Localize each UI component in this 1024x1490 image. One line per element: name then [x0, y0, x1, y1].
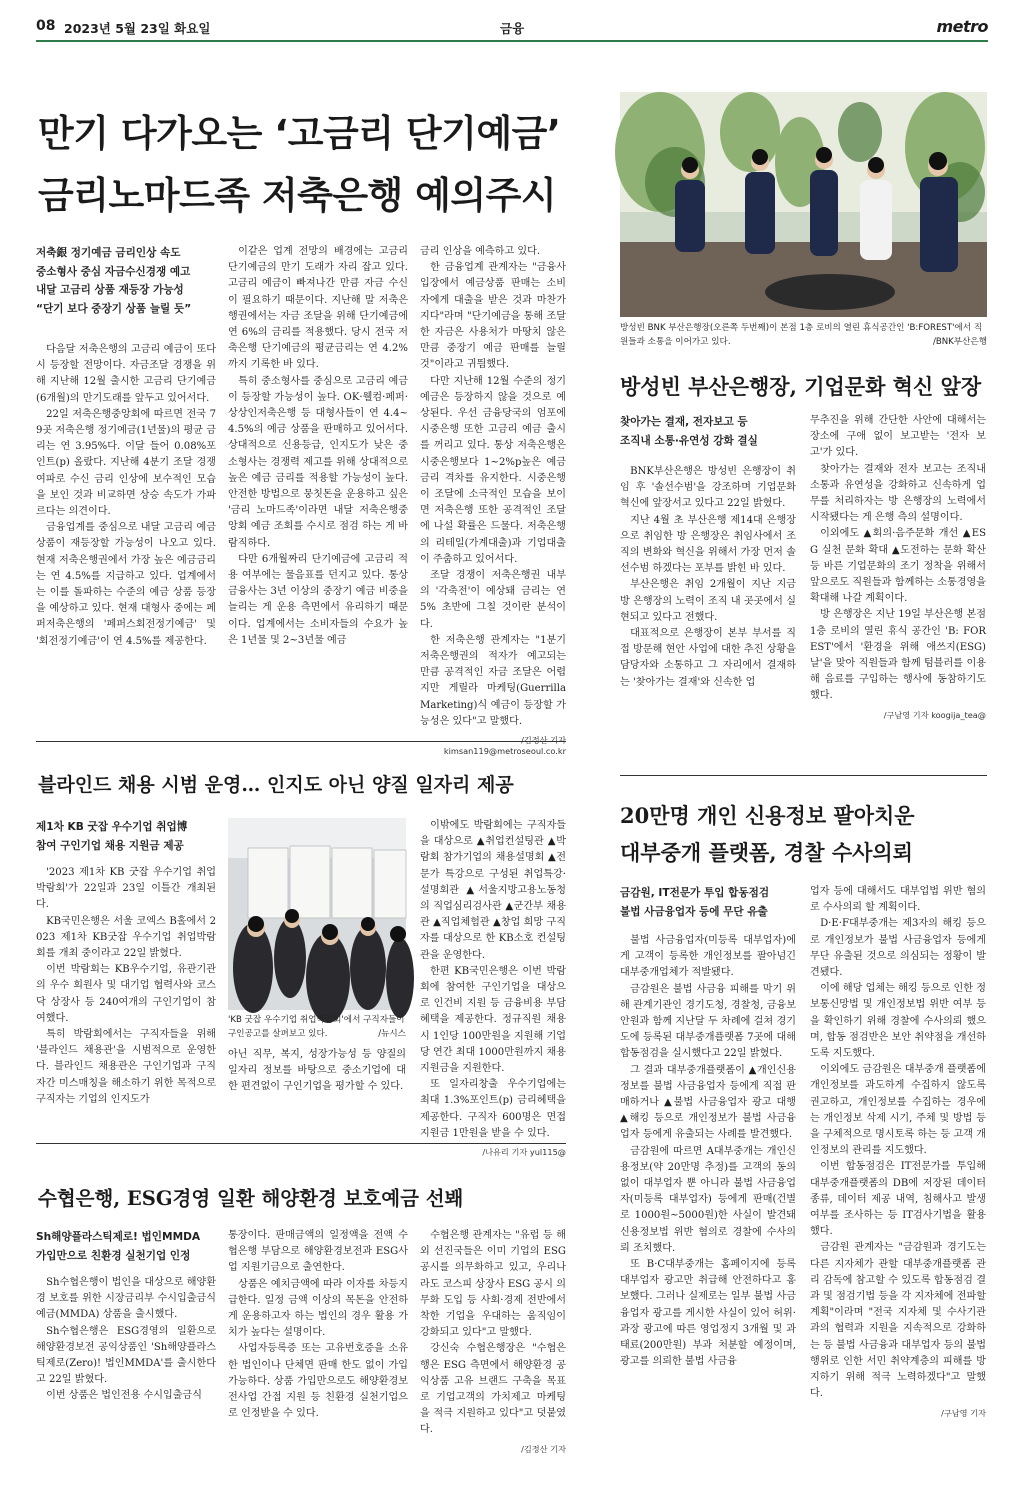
paragraph: 지난 4월 초 부산은행 제14대 은행장으로 취임한 방 은행장은 취임사에서 조직의 변화와 혁신을 위해서 가장 먼저 솔선수범 하겠다는 포부를 밝힌 바 있다.: [620, 514, 796, 575]
metro-logo: metro: [936, 17, 988, 36]
a1-bottom-rule: [36, 741, 566, 742]
a2-column-1: [620, 413, 796, 773]
paragraph: 한편 KB국민은행은 이번 박람회에 참여한 구인기업을 대상으로 인건비 지원 등 금융비용 부담혜택을 제공한다. 정규직원 채용시 1인당 100만원을 지원해 기업당 연간 최대 1000만원까지 채용지원금을 지원한다.: [420, 965, 566, 1075]
paragraph: 아닌 직무, 복지, 성장가능성 등 양질의 일자리 정보를 바탕으로 중소기업에 대한 편견없이 구인기업을 평가할 수 있다.: [228, 1049, 406, 1093]
paragraph: 무추진을 위해 간단한 사안에 대해서는 장소에 구애 없이 보고받는 '전자 보고'가 있다.: [810, 415, 986, 459]
a2-subhead: 조직내 소통·유연성 강화 결실: [620, 434, 758, 447]
a3-column-3: [420, 818, 566, 1158]
a1-title-line2: 금리노마드족 저축은행 예의주시: [38, 174, 557, 217]
paragraph: '2023 제1차 KB 굿잡 우수기업 취업박람회'가 22일과 23일 이틀간 개최된다.: [36, 867, 216, 911]
a2-title: 방성빈 부산은행장, 기업문화 혁신 앞장: [620, 374, 982, 399]
a1-subheads: [36, 244, 216, 318]
paragraph: 특히 중소형사를 중심으로 고금리 예금이 등장할 가능성이 높다. OK·웰컴·페퍼·상상인저축은행 등 대형사들이 연 4.4~4.5%의 예금 상품을 판매하고 있어서다. 상대적으로 신용등급, 인지도가 낮은 중소형사는 경쟁력 제고를 위해 상대적으로 높은 예금 금리를 적용할 가능성이 높다. 안전한 방법으로 뭉칫돈을 운용하고 싶은 '금리 노마드족'이라면 내달 저축은행중앙회 예금 조회를 수시로 점검 하는 게 바람직하다.: [228, 375, 408, 549]
paragraph: BNK부산은행은 방성빈 은행장이 취임 후 '솔선수범'을 강조하며 기업문화 혁신에 앞장서고 있다고 22일 밝혔다.: [620, 466, 796, 510]
header-rule: [36, 40, 988, 42]
paragraph: 이같은 업계 전망의 배경에는 고금리 단기예금의 만기 도래가 자리 잡고 있다. 고금리 예금이 빠져나간 만큼 자금 수신이 필요하기 때문이다. 지난해 말 저축은행권에서는 자금 조달을 위해 단기예금에 연 6%의 금리를 적용했다. 당시 전국 저축은행 단기예금의 평균금리는 연 4.2%까지 기록한 바 있다.: [228, 246, 408, 371]
a1-subhead: 저축銀 정기예금 금리인상 속도: [36, 247, 181, 259]
paragraph: 22일 저축은행중앙회에 따르면 전국 79곳 저축은행 정기예금(1년물)의 평균 금리는 연 3.95%다. 이달 들어 0.08%포인트(p) 올랐다. 지난해 4분기 조달 경쟁 여파로 수신 금리 인상에 보수적인 모습을 보인 것과 비교하면 상승 속도가 가파르다는 의견이다.: [36, 408, 216, 518]
paragraph: 금감원은 불법 사금융 피해를 막기 위해 관계기관인 경기도청, 경찰청, 금융보안원과 함께 지난달 두 차례에 걸쳐 경기도에 등록된 대부중개플랫폼 7곳에 대해 합동점검을 실시했다고 22일 밝혔다.: [620, 983, 796, 1060]
paragraph: 금감원 관계자는 "금감원과 경기도는 다른 지자체가 관할 대부중개플랫폼 관리 감독에 참고할 수 있도록 합동점검 결과 및 점검기법 등을 각 지자체에 전파할 계획"이라며 "전국 지자체 및 수사기관과의 협력과 지원을 지속적으로 강화하는 등 불법 사금융과 대부업자 등의 불법행위로 인한 서민 취약계층의 피해를 방지하기 위해 적극 노력하겠다"고 말했다.: [810, 1242, 986, 1400]
a5-subheads: [36, 1228, 216, 1265]
a2-photo: [620, 92, 987, 317]
photo-credit: /뉴시스: [378, 1028, 406, 1039]
a2-byline: /구남영 기자 koogija_tea@: [883, 709, 986, 720]
paragraph: 다만 지난해 12월 수준의 정기 예금은 등장하지 않을 것으로 예상된다. 우선 금융당국의 엄포에 시중은행 또한 고금리 예금 출시를 꺼리고 있다. 통상 저축은행은 시중은행보다 1~2%p높은 예금 금리 격차를 유지한다. 시중은행이 조달에 소극적인 모습을 보이면 저축은행 또한 공격적인 조달에 나설 확률은 드물다. 저축은행의 리테일(가계대출)과 기업대출이 주춤하고 있어서다.: [420, 375, 566, 565]
a2-subheads: [620, 413, 796, 450]
paragraph: 금리 인상을 예측하고 있다.: [420, 246, 541, 257]
paragraph: 찾아가는 결재와 전자 보고는 조직내 소통과 유연성을 강화하고 신속하게 업무를 처리하자는 방 은행장의 노력에서 시작됐다는 게 은행 측의 설명이다.: [810, 463, 986, 524]
paragraph: 방 은행장은 지난 19일 부산은행 본점 1층 로비의 열린 휴식 공간인 'B: FOREST'에서 '환경을 위해 애쓰지(ESG) 날'을 맞아 직원들과 함께 텀블러를 이용해 음료를 구입하는 행사에 동참하기도 했다.: [810, 609, 986, 702]
a4-byline: /구남영 기자: [941, 1407, 986, 1418]
section-name: 금융: [500, 21, 525, 36]
paragraph: 대표적으로 은행장이 본부 부서를 직접 방문해 현안 사업에 대한 추진 상황을 담당자와 소통하고 그 자리에서 결재하는 '찾아가는 결재'와 신속한 업: [620, 628, 796, 688]
a3-bottom-rule: [36, 1143, 566, 1144]
a4-column-1: [620, 884, 796, 1454]
a3-subhead: 참여 구인기업 채용 지원금 제공: [36, 839, 184, 852]
a5-subhead: 가입만으로 친환경 실천기업 인정: [36, 1249, 191, 1262]
a1-subhead: 중소형사 중심 자금수신경쟁 예고: [36, 265, 191, 278]
paragraph: 다음달 저축은행의 고금리 예금이 또다시 등장할 전망이다. 자금조달 경쟁을 위해 지난해 12월 출시한 고금리 단기예금(6개월)의 만기도래를 앞두고 있어서다.: [36, 344, 216, 404]
a4-title-line1: 20만명 개인 신용정보 팔아치운: [620, 803, 915, 828]
a5-column-1: [36, 1228, 216, 1458]
issue-date: 2023년 5월 23일 화요일: [64, 21, 211, 36]
paragraph: KB국민은행은 서울 코엑스 B홀에서 2023 제1차 KB굿잡 우수기업 취업박람회를 개최 중이라고 22일 밝혔다.: [36, 915, 216, 960]
a1-column-2: [228, 244, 408, 714]
paragraph: 한 저축은행 관계자는 "1분기 저축은행권의 적자가 예고되는 만큼 공격적인 자금 조달은 어렵지만 게릴라 마케팅(Guerrilla Marketing)식 예금이 등장할 가능성은 있다"고 말했다.: [420, 634, 566, 727]
paragraph: 금감원에 따르면 A대부중개는 개인신용정보(약 20만명 추정)를 고객의 동의 없이 대부업자 뿐 아니라 불법 사금융업자(미등록 대부업자) 등에게 판매(건별로 1000원~5000원)한 사실이 발견돼 신용정보법 위반 혐의로 경찰에 수사의뢰 조치했다.: [620, 1145, 796, 1254]
a5-title: 수협은행, ESG경영 일환 해양환경 보호예금 선봬: [38, 1187, 464, 1210]
a4-subhead: 금감원, IT전문가 투입 합동점검: [620, 887, 770, 899]
a5-column-3: [420, 1228, 566, 1458]
paragraph: 강신숙 수협은행장은 "수협은행은 ESG 측면에서 해양환경 공익상품 고유 브랜드 구축을 목표로 기업고객의 가치제고 마케팅을 적극 지원하고 있다"고 덧붙였다.: [420, 1343, 566, 1436]
a5-subhead: Sh해양플라스틱제로! 법인MMDA: [36, 1231, 201, 1243]
a1-column-1: [36, 244, 216, 714]
paragraph: 이에 해당 업체는 해킹 등으로 인한 정보통신망법 및 개인정보법 위반 여부 등을 확인하기 위해 경찰에 수사의뢰 했으며, 합동 점검반은 보안 취약점을 개선하도록 지도했다.: [810, 983, 986, 1060]
paragraph: 또 B·C대부중개는 홈페이지에 등록 대부업자 광고만 취급해 안전하다고 홍보했다. 그러나 실제로는 일부 불법 사금융업자 광고를 게시한 사실이 있어 허위·과장 광고에 따른 영업정지 3개월 및 과태료(200만원) 부과 처분할 예정이며, 광고를 의뢰한 불법 사금융: [620, 1259, 796, 1368]
paragraph: 이번 상품은 법인전용 수시입출금식: [46, 1390, 202, 1402]
paragraph: 이번 합동점검은 IT전문가를 투입해 대부중개플랫폼의 DB에 저장된 데이터 종류, 데이터 제공 내역, 침해사고 발생여부를 조사하는 등 IT검사기법을 활용했다.: [810, 1161, 986, 1238]
paragraph: 상품은 예치금액에 따라 이자를 차등지급한다. 일정 금액 이상의 목돈을 안전하게 운용하고자 하는 법인의 경우 활용 가치가 높다는 설명이다.: [228, 1278, 408, 1339]
photo-credit: /BNK부산은행: [932, 336, 987, 347]
paragraph: 이밖에도 박람회에는 구직자들을 대상으로 ▲취업컨설팅관 ▲박람회 참가기업의 채용설명회 ▲전문가 특강으로 구성된 취업특강·설명회관 ▲서울지방고용노동청의 직업심리검사관 ▲군간부 채용관 ▲직업체험관 ▲창업 희망 구직자를 대상으로 한 KB소호 컨설팅관을 운영한다.: [420, 820, 566, 961]
a4-column-2: [810, 884, 986, 1454]
a1-byline: kimsan119@metroseoul.co.kr: [443, 746, 566, 757]
paragraph: 사업자등록증 또는 고유번호증을 소유한 법인이나 단체면 판매 한도 없이 가입 가능하다. 상품 가입만으로도 해양환경보전사업 간접 지원 등 친환경 실천기업으로 인정받을 수 있다.: [228, 1343, 408, 1420]
a2-bottom-rule: [620, 775, 987, 776]
a3-byline: /나유리 기자 yul115@: [482, 1147, 566, 1158]
paragraph: 금융업계를 중심으로 내달 고금리 예금 상품이 재등장할 가능성이 나오고 있다. 현재 저축은행권에서 가장 높은 예금금리는 연 4.5%를 지급하고 있다. 업계에서는 이를 돌파하는 수준의 예금 상품 등장을 예상하고 있다. 현재 대형사 중에는 페퍼저축은행의 '페퍼스회전정기예금' 및 '회전정기예금'이 연 4.5%를 제공한다.: [36, 522, 216, 647]
caption-text: 'KB 굿잡 우수기업 취업박람회'에서 구직자들이 구인공고를 살펴보고 있다.: [228, 1015, 405, 1039]
page-number: 08: [36, 18, 56, 34]
bank-lobby-photo: [620, 92, 987, 317]
paragraph: 이번 박람회는 KB우수기업, 유관기관의 우수 회원사 및 대기업 협력사와 코스닥 상장사 등 240여개의 구인기업이 참여했다.: [36, 964, 216, 1024]
a4-title-line2: 대부중개 플랫폼, 경찰 수사의뢰: [620, 840, 913, 865]
paragraph: 업자 등에 대해서도 대부업법 위반 혐의로 수사의뢰 할 계획이다.: [810, 886, 986, 914]
a3-subhead: 제1차 KB 굿잡 우수기업 취업博: [36, 821, 188, 833]
paragraph: 그 결과 대부중개플랫폼이 ▲개인신용정보를 불법 사금융업자 등에게 직접 판매하거나 ▲불법 사금융업자 광고 대행 ▲해킹 등으로 개인정보가 불법 사금융업자 등에게 유출되는 사례를 발견했다.: [620, 1064, 796, 1141]
a3-subheads: [36, 818, 216, 855]
a3-photo-caption: [228, 1014, 406, 1041]
a3-column-2: [228, 1047, 406, 1137]
paragraph: 또 일자리창출 우수기업에는 최대 1.3%포인트(p) 금리혜택을 제공한다. 구직자 600명은 면접지원금 1만원을 받을 수 있다.: [420, 1079, 566, 1139]
a1-subhead: 내달 고금리 상품 재등장 가능성: [36, 284, 184, 296]
paragraph: 이외에도 ▲회의·음주문화 개선 ▲ESG 실천 문화 확대 ▲도전하는 문화 확산 등 바른 기업문화의 조기 정착을 위해서 앞으로도 직원들과 함께하는 소통경영을 확대해 나갈 계획이다.: [810, 528, 986, 605]
page-header: [36, 18, 988, 40]
paragraph: Sh수협은행은 ESG경영의 일환으로 해양환경보전 공익상품인 'Sh해양플라스틱제로(Zero)! 법인MMDA'를 출시한다고 22일 밝혔다.: [36, 1325, 216, 1386]
job-fair-photo: [228, 818, 406, 1010]
a2-subhead: 찾아가는 결재, 전자보고 등: [620, 416, 748, 428]
paragraph: 부산은행은 취임 2개월이 지난 지금 방 은행장의 노력이 조직 내 곳곳에서 실현되고 있다고 전했다.: [620, 579, 796, 623]
a5-byline: /김정산 기자: [521, 1443, 566, 1454]
a1-column-3: [420, 244, 566, 757]
paragraph: 다만 6개월짜리 단기예금에 고금리 적용 여부에는 물음표를 던지고 있다. 통상 금융사는 3년 이상의 중장기 예금 비중을 늘리는 게 운용 측면에서 유리하기 때문이다. 업계에서는 소비자들의 수요가 높은 1년물 및 2~3년물 예금: [228, 553, 408, 646]
paragraph: 불법 사금융업자(미등록 대부업자)에게 고객이 등록한 개인정보를 팔아넘긴 대부중개업체가 적발됐다.: [620, 935, 796, 979]
caption-text: 방성빈 BNK 부산은행장(오른쪽 두번째)이 본점 1층 로비의 열린 휴식공간인 'B:FOREST'에서 직원들과 소통을 이어가고 있다.: [620, 323, 983, 347]
a1-subhead: “단기 보다 중장기 상품 늘릴 듯”: [36, 302, 192, 315]
paragraph: 수협은행 관계자는 "유럽 등 해외 선진국들은 이미 기업의 ESG 공시를 의무화하고 있고, 우리나라도 코스피 상장사 ESG 공시 의무화 도입 등 사회·경제 전반에서 착한 기업을 우대하는 움직임이 강화되고 있다"고 말했다.: [420, 1230, 566, 1339]
paragraph: 한 금융업계 관계자는 "금융사 입장에서 예금상품 판매는 소비자에게 대출을 받은 것과 마찬가지다"라며 "단기예금을 통해 조달한 자금은 사용처가 마땅치 않은 만큼 중장기 예금 판매를 늘릴 것"이라고 귀띔했다.: [420, 262, 566, 371]
a5-column-2: [228, 1228, 408, 1458]
a4-subhead: 불법 사금융업자 등에 무단 유출: [620, 905, 768, 918]
a4-subheads: [620, 884, 796, 921]
a2-column-2: [810, 413, 986, 773]
paragraph: 이외에도 금감원은 대부중개 플랫폼에 개인정보를 과도하게 수집하지 않도록 권고하고, 개인정보를 수집하는 경우에는 개인정보 삭제 시기, 주체 및 방법 등을 구체적으로 명시토록 하는 등 고객 개인정보의 관리를 지도했다.: [810, 1064, 986, 1157]
a3-photo: [228, 818, 406, 1010]
paragraph: 특히 박람회에서는 구직자들을 위해 '블라인드 채용관'을 시범적으로 운영한다. 블라인드 채용관은 구인기업과 구직자간 미스매칭을 해소하기 위한 목적으로 구직자는 기업의 인지도가: [36, 1029, 216, 1105]
a3-title: 블라인드 채용 시범 운영… 인지도 아닌 양질 일자리 제공: [38, 774, 514, 796]
paragraph: 조달 경쟁이 저축은행권 내부의 '각축전'이 예상돼 금리는 연 5% 초반에 그칠 것이란 분석이다.: [420, 570, 566, 630]
a1-title-line1: 만기 다가오는 ‘고금리 단기예금’: [38, 112, 561, 155]
paragraph: 통장이다. 판매금액의 일정액을 전액 수협은행 부담으로 해양환경보전과 ESG사업 지원기금으로 출연한다.: [228, 1230, 408, 1274]
a3-column-1: [36, 818, 216, 1133]
paragraph: D·E·F대부중개는 제3자의 해킹 등으로 개인정보가 불법 사금융업자 등에게 무단 유출된 것으로 의심되는 정황이 발견됐다.: [810, 918, 986, 979]
paragraph: Sh수협은행이 법인을 대상으로 해양환경 보호를 위한 시장금리부 수시입출금식 예금(MMDA) 상품을 출시했다.: [36, 1277, 216, 1321]
a2-photo-caption: [620, 322, 987, 349]
